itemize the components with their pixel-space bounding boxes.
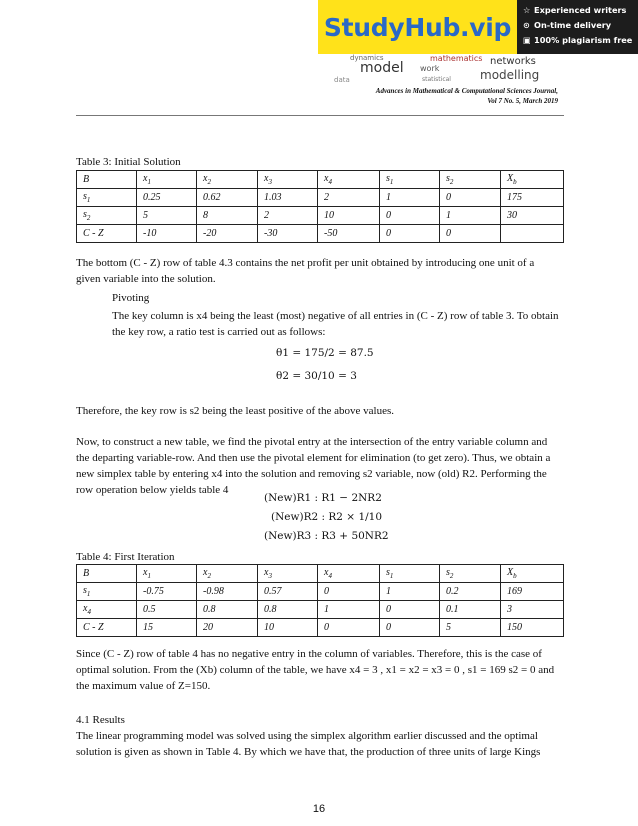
table-cell: 1 xyxy=(440,207,501,225)
advert-banner[interactable] xyxy=(318,0,638,54)
row-op-3: (New)R3 : R3 + 50NR2 xyxy=(264,530,389,542)
table-cell: -10 xyxy=(137,225,197,243)
table-cell: $s_1$ xyxy=(77,189,137,207)
table-cell: 10 xyxy=(318,207,380,225)
table-cell: 0 xyxy=(318,619,380,637)
table-header: $x_2$ xyxy=(197,565,258,583)
ratio-theta1: θ1 = 175/2 = 87.5 xyxy=(276,347,374,359)
results-heading: 4.1 Results xyxy=(76,714,125,726)
paragraph-optimal: Since (C - Z) row of table 4 has no negative entry in the column of variables. Therefore, this is the case of optimal solution. From the (Xb) column of the table, we have x4 = 3 , x1 = x2 = x3 = 0 , s1 = 169 s2 = 0 and the maximum value of Z=150. xyxy=(76,648,555,692)
table-cell: 150 xyxy=(501,619,564,637)
paragraph-key-row: Therefore, the key row is s2 being the least positive of the above values. xyxy=(76,405,394,417)
table-cell: 2 xyxy=(318,189,380,207)
pivoting-heading: Pivoting xyxy=(112,292,150,304)
header-rule xyxy=(76,115,564,116)
table-cell: C - Z xyxy=(77,225,137,243)
table-cell: 0 xyxy=(380,619,440,637)
table-cell: $s_2$ xyxy=(77,207,137,225)
cloud-word: modelling xyxy=(480,68,540,82)
table-header: $x_3$ xyxy=(258,565,318,583)
table-header: $x_4$ xyxy=(318,171,380,189)
cloud-word: mathematics xyxy=(430,54,483,63)
table-cell: 1 xyxy=(380,583,440,601)
table-cell: 5 xyxy=(137,207,197,225)
table-cell: C - Z xyxy=(77,619,137,637)
table-cell: 1 xyxy=(380,189,440,207)
page-number: 16 xyxy=(312,803,326,815)
brand-logo[interactable]: StudyHub.vip xyxy=(318,0,517,54)
table4-caption: Table 4: First Iteration xyxy=(76,551,175,563)
table-row xyxy=(77,207,564,225)
table-header: $X_b$ xyxy=(501,171,564,189)
table-cell: 0.57 xyxy=(258,583,318,601)
table-header: $s_1$ xyxy=(380,171,440,189)
table-cell: 0.25 xyxy=(137,189,197,207)
table-header-row xyxy=(77,171,564,189)
table-cell: 10 xyxy=(258,619,318,637)
feature-item: 100% plagiarism free xyxy=(534,35,633,45)
table-cell xyxy=(501,225,564,243)
table3-caption: Table 3: Initial Solution xyxy=(76,156,181,168)
table-cell: 0 xyxy=(380,601,440,619)
table-header: $x_3$ xyxy=(258,171,318,189)
table4 xyxy=(76,564,564,637)
clock-icon: ⊙ xyxy=(523,20,530,30)
table-cell: 0 xyxy=(380,225,440,243)
table-cell: 0 xyxy=(318,583,380,601)
table-cell: 3 xyxy=(501,601,564,619)
table-cell: 0 xyxy=(380,207,440,225)
table-cell: 175 xyxy=(501,189,564,207)
table-cell: 0 xyxy=(440,189,501,207)
cloud-word: networks xyxy=(490,56,536,67)
document-icon: ▣ xyxy=(523,35,531,45)
table-cell: 5 xyxy=(440,619,501,637)
table-row xyxy=(77,583,564,601)
table-header: B xyxy=(77,171,137,189)
star-icon: ☆ xyxy=(523,5,531,15)
table-cell: $s_1$ xyxy=(77,583,137,601)
paragraph-pivoting: The key column is x4 being the least (most) negative of all entries in (C - Z) row of table 3. To obtain the key row, a ratio test is carried out as follows: xyxy=(112,310,559,338)
feature-list xyxy=(523,3,632,48)
table-cell: 169 xyxy=(501,583,564,601)
table-cell: 2 xyxy=(258,207,318,225)
cloud-word: work xyxy=(420,64,440,73)
table-cell: 0.8 xyxy=(197,601,258,619)
table-cell: -50 xyxy=(318,225,380,243)
feature-item: Experienced writers xyxy=(534,5,627,15)
cloud-word: data xyxy=(334,76,350,84)
table-header: $s_2$ xyxy=(440,171,501,189)
table-cell: -0.75 xyxy=(137,583,197,601)
table-cell: 0.1 xyxy=(440,601,501,619)
table-cell: 30 xyxy=(501,207,564,225)
cloud-word: model xyxy=(360,60,404,76)
table-header: $s_2$ xyxy=(440,565,501,583)
cloud-word: dynamics xyxy=(350,54,384,62)
table3 xyxy=(76,170,564,243)
table-header-row xyxy=(77,565,564,583)
table-cell: 0.8 xyxy=(258,601,318,619)
ratio-theta2: θ2 = 30/10 = 3 xyxy=(276,370,357,382)
table-cell: 15 xyxy=(137,619,197,637)
table-row xyxy=(77,619,564,637)
table-header: $x_2$ xyxy=(197,171,258,189)
table-header: $X_b$ xyxy=(501,565,564,583)
journal-header: Advances in Mathematical & Computational Sciences Journal, Vol 7 No. 5, March 2019 xyxy=(375,87,558,105)
table-header: $s_1$ xyxy=(380,565,440,583)
table-cell: 0 xyxy=(440,225,501,243)
cloud-word: statistical xyxy=(422,76,451,83)
table-cell: 1.03 xyxy=(258,189,318,207)
paragraph-results: The linear programming model was solved using the simplex algorithm earlier discussed and the optimal solution is given as shown in Table 4. By which we have that, the production of three units of large Kings xyxy=(76,730,541,758)
table-cell: 0.2 xyxy=(440,583,501,601)
table-cell: 0.62 xyxy=(197,189,258,207)
table-cell: -20 xyxy=(197,225,258,243)
table-header: $x_1$ xyxy=(137,565,197,583)
paragraph-new-table: Now, to construct a new table, we find the pivotal entry at the intersection of the entry variable column and the departing variable-row. And then use the pivotal element for elimination (to get zero). Thus, we obtain a new simplex table by entering x4 into the solution and removing s2 variable, now (old) R2. Performing the row operation below yields table 4 xyxy=(76,436,551,496)
table-cell: $x_4$ xyxy=(77,601,137,619)
table-cell: -30 xyxy=(258,225,318,243)
table-cell: 1 xyxy=(318,601,380,619)
table-header: B xyxy=(77,565,137,583)
row-op-2: (New)R2 : R2 × 1/10 xyxy=(271,511,383,523)
table-row xyxy=(77,225,564,243)
row-op-1: (New)R1 : R1 − 2NR2 xyxy=(264,492,382,504)
table-cell: 8 xyxy=(197,207,258,225)
table-row xyxy=(77,601,564,619)
table-header: $x_4$ xyxy=(318,565,380,583)
table-cell: 0.5 xyxy=(137,601,197,619)
table-cell: 20 xyxy=(197,619,258,637)
table-row xyxy=(77,189,564,207)
table-cell: -0.98 xyxy=(197,583,258,601)
word-cloud-image xyxy=(330,54,560,88)
feature-item: On-time delivery xyxy=(534,20,612,30)
table-header: $x_1$ xyxy=(137,171,197,189)
paragraph-net-profit: The bottom (C - Z) row of table 4.3 contains the net profit per unit obtained by introducing one unit of a given variable into the solution. xyxy=(76,257,535,285)
